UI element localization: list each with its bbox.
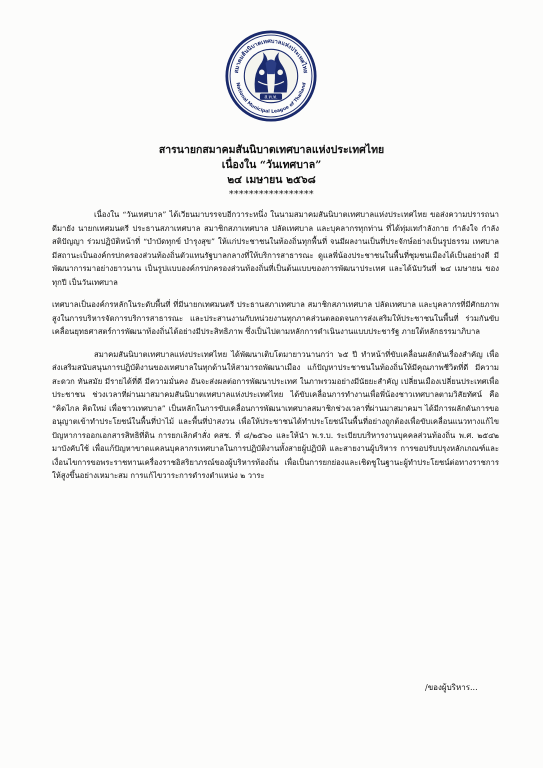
association-seal-logo bbox=[225, 30, 317, 122]
association-seal-icon bbox=[225, 30, 317, 122]
seal-top-text: สมาคมสันนิบาตเทศบาลแห่งประเทศไทย bbox=[233, 38, 309, 74]
continuation-marker: /ของผู้บริหาร... bbox=[425, 683, 478, 692]
paragraph-3: สมาคมสันนิบาตเทศบาลแห่งประเทศไทย ได้พัฒนาเติบโตมายาวนานกว่า ๖๕ ปี ทำหน้าที่ขับเคลื่อนผลักดันเรื่องสำคัญ เพื่อส่งเสริมสนับสนุนการปฏิบัติงานของเทศบาลในทุกด้านให้สามารถพัฒนาเมือง แก้ปัญหาประชาชนในท้องถิ่นให้มีคุณภาพชีวิตที่ดี มีความสะดวก ทันสมัย มีรายได้ที่ดี มีความมั่นคง อันจะส่งผลต่อการพัฒนาประเทศ ในภาพรวมอย่างมีนัยยะสำคัญ เปลี่ยนเมืองเปลี่ยนประเทศเพื่อประชาชน ช่วงเวลาที่ผ่านมาสมาคมสันนิบาตเทศบาลแห่งประเทศไทย ได้ขับเคลื่อนการทำงานเพื่อพี่น้องชาวเทศบาลตามวิสัยทัศน์ คือ “คิดไกล คิดใหม่ เพื่อชาวเทศบาล” เป็นหลักในการขับเคลื่อนการพัฒนาเทศบาลสมาชิกช่วงเวลาที่ผ่านมาสมาคมฯ ได้มีการผลักดันการขออนุญาตเข้าทำประโยชน์ในพื้นที่ป่าไม้ และพื้นที่ป่าสงวน เพื่อให้ประชาชนได้ทำประโยชน์ในพื้นที่อย่างถูกต้องเพื่อขับเคลื่อนแนวทางแก้ไขปัญหาการออกเอกสารสิทธิที่ดิน การยกเลิกคำสั่ง คสช. ที่ ๘/๒๕๖๐ และให้นำ พ.ร.บ. ระเบียบบริหารงานบุคคลส่วนท้องถิ่น พ.ศ. ๒๕๔๒ มาบังคับใช้ เพื่อแก้ปัญหาขาดแคลนบุคลากรเทศบาลในการปฏิบัติงานทั้งสายผู้ปฏิบัติ และสายงานผู้บริหาร การขอปรับปรุงหลักเกณฑ์และเงื่อนไขการขอพระราชทานเครื่องราชอิสริยาภรณ์ของผู้บริหารท้องถิ่น เพื่อเป็นการยกย่องและเชิดชูในฐานะผู้ทำประโยชน์ต่อทางราชการให้สูงขึ้นอย่างเหมาะสม การแก้ไขวาระการดำรงตำแหน่ง ๒ วาระ bbox=[52, 349, 499, 480]
star-divider: ***************** bbox=[229, 190, 314, 200]
seal-bottom-text: National Municipal League of Thailand bbox=[234, 82, 308, 115]
letter-subtitle: เนื่องใน “วันเทศบาล” bbox=[221, 159, 322, 171]
letter-title: สารนายกสมาคมสันนิบาตเทศบาลแห่งประเทศไทย bbox=[158, 144, 385, 156]
seal-center-text: ส.ท.ท. bbox=[264, 95, 278, 101]
letter-header bbox=[0, 143, 543, 201]
paragraph-1: เนื่องใน “วันเทศบาล” ได้เวียนมาบรรจบอีกวาระหนึ่ง ในนามสมาคมสันนิบาตเทศบาลแห่งประเทศไทย ขอส่งความปรารถนาดีมายัง นายกเทศมนตรี ประธานสภาเทศบาล สมาชิกสภาเทศบาล ปลัดเทศบาล และบุคลากรทุกท่าน ที่ได้ทุ่มเทกำลังกาย กำลังใจ กำลังสติปัญญา ร่วมปฏิบัติหน้าที่ “บำบัดทุกข์ บำรุงสุข” ให้แก่ประชาชนในท้องถิ่นทุกพื้นที่ จนมีผลงานเป็นที่ประจักษ์อย่างเป็นรูปธรรม เทศบาลมีสถานะเป็นองค์กรปกครองส่วนท้องถิ่นตัวแทนรัฐบาลกลางที่ให้บริการสาธารณะ ดูแลพี่น้องประชาชนในพื้นที่ชุมชนเมืองได้เป็นอย่างดี มีพัฒนาการมาอย่างยาวนาน เป็นรูปแบบองค์กรปกครองส่วนท้องถิ่นที่เป็นต้นแบบของการพัฒนาประเทศ และได้นับวันที่ ๒๔ เมษายน ของทุกปี เป็นวันเทศบาล bbox=[52, 210, 499, 287]
letter-body bbox=[52, 208, 499, 492]
seal-center-crest bbox=[265, 59, 276, 74]
paragraph-2: เทศบาลเป็นองค์กรหลักในระดับพื้นที่ ที่มีนายกเทศมนตรี ประธานสภาเทศบาล สมาชิกสภาเทศบาล ปลัดเทศบาล และบุคลากรที่มีศักยภาพสูงในการบริหารจัดการบริการสาธารณะ และประสานงานกับหน่วยงานทุกภาคส่วนตลอดจนการส่งเสริมให้ประชาชนในพื้นที่ ร่วมกันขับเคลื่อนยุทธศาสตร์การพัฒนาท้องถิ่นได้อย่างมีประสิทธิภาพ ซึ่งเป็นไปตามหลักการดำเนินงานแบบประชารัฐ ภายใต้หลักธรรมาภิบาล bbox=[52, 300, 499, 336]
letter-date: ๒๔ เมษายน ๒๕๖๘ bbox=[227, 174, 316, 186]
